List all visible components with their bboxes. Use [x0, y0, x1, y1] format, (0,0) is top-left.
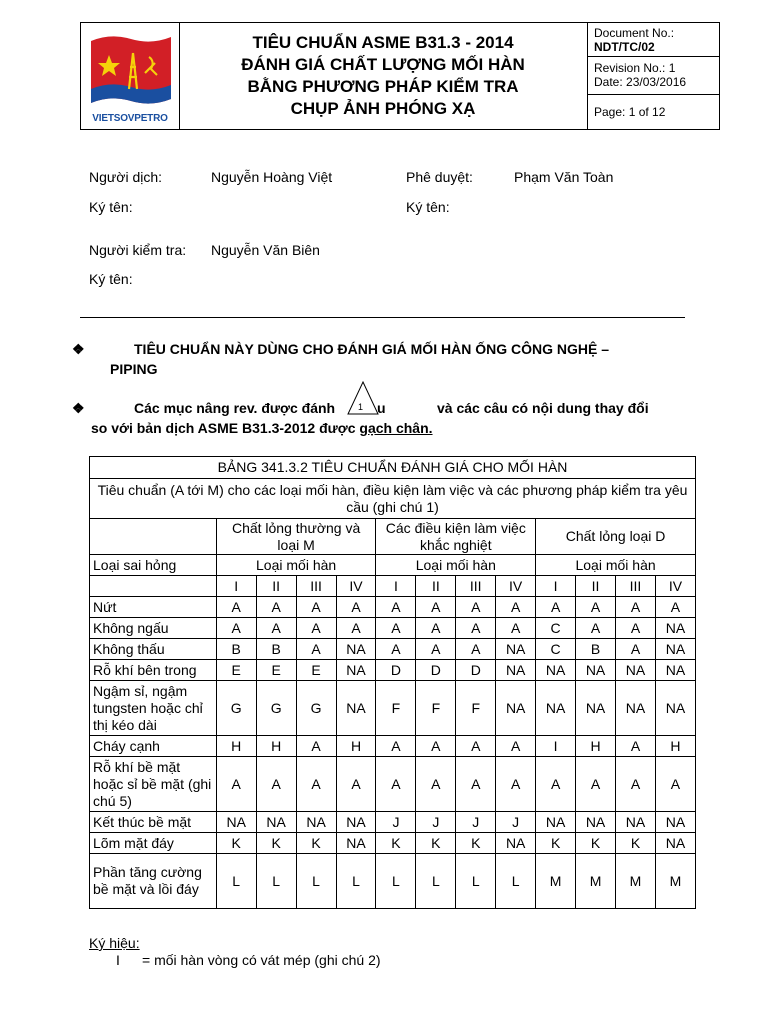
note-2-line-2-underlined: gạch chân.: [359, 420, 433, 436]
approver-sign-label: Ký tên:: [406, 199, 450, 215]
criterion-cell: NA: [336, 681, 376, 736]
empty-header-cell: [90, 519, 217, 555]
criterion-cell: A: [376, 639, 416, 660]
criterion-cell: I: [536, 736, 576, 757]
criterion-cell: A: [576, 757, 616, 812]
criterion-cell: H: [256, 736, 296, 757]
criterion-cell: NA: [496, 681, 536, 736]
title-line-3: BẰNG PHƯƠNG PHÁP KIỂM TRA: [247, 77, 519, 96]
criterion-cell: K: [576, 833, 616, 854]
criterion-cell: NA: [655, 660, 695, 681]
note-2-line-2-plain: so với bản dịch ASME B31.3-2012 được: [91, 420, 360, 436]
criterion-cell: A: [655, 597, 695, 618]
defect-label: Lõm mặt đáy: [90, 833, 217, 854]
criterion-cell: NA: [216, 812, 256, 833]
legend-title: Ký hiệu:: [89, 935, 140, 951]
divider-line: [80, 317, 685, 318]
table-row: [90, 618, 696, 639]
revision-no: Revision No.: 1: [594, 61, 676, 75]
criterion-cell: A: [416, 639, 456, 660]
criterion-cell: A: [416, 597, 456, 618]
document-title: [179, 23, 588, 129]
document-header: [80, 22, 720, 130]
criterion-cell: A: [496, 757, 536, 812]
title-line-4: CHỤP ẢNH PHÓNG XẠ: [290, 99, 476, 118]
criterion-cell: A: [655, 757, 695, 812]
weld-type-cell: IV: [336, 576, 376, 597]
criterion-cell: M: [536, 854, 576, 909]
criterion-cell: G: [296, 681, 336, 736]
group-header-category-d: Chất lỏng loại D: [536, 519, 696, 555]
criterion-cell: C: [536, 639, 576, 660]
criterion-cell: A: [296, 757, 336, 812]
criterion-cell: NA: [655, 618, 695, 639]
criterion-cell: A: [296, 618, 336, 639]
criterion-cell: M: [576, 854, 616, 909]
defect-label: Không thấu: [90, 639, 217, 660]
criterion-cell: B: [216, 639, 256, 660]
criterion-cell: L: [416, 854, 456, 909]
note-1-bullet: ❖: [72, 341, 85, 357]
criterion-cell: A: [256, 618, 296, 639]
criterion-cell: A: [336, 597, 376, 618]
criterion-cell: NA: [336, 660, 376, 681]
criterion-cell: A: [496, 597, 536, 618]
weld-type-cell: II: [416, 576, 456, 597]
criterion-cell: L: [296, 854, 336, 909]
criterion-cell: K: [376, 833, 416, 854]
revision-cell: [587, 57, 719, 95]
doc-no: NDT/TC/02: [594, 40, 655, 54]
criterion-cell: A: [616, 639, 656, 660]
criterion-cell: H: [655, 736, 695, 757]
defect-type-header: Loại sai hỏng: [90, 555, 217, 576]
criterion-cell: NA: [496, 833, 536, 854]
weld-type-cell: I: [536, 576, 576, 597]
criterion-cell: A: [496, 736, 536, 757]
empty-header-cell: [90, 576, 217, 597]
criterion-cell: E: [296, 660, 336, 681]
note-2-part-1: Các mục nâng rev. được đánh: [134, 400, 336, 416]
checker-name: Nguyễn Văn Biên: [211, 242, 320, 258]
criterion-cell: NA: [576, 681, 616, 736]
criterion-cell: H: [336, 736, 376, 757]
criterion-cell: M: [616, 854, 656, 909]
weld-type-cell: III: [616, 576, 656, 597]
criterion-cell: A: [496, 618, 536, 639]
note-1-line-2: PIPING: [110, 361, 158, 377]
criterion-cell: D: [456, 660, 496, 681]
criterion-cell: NA: [536, 660, 576, 681]
table-row: [90, 854, 696, 909]
criterion-cell: A: [536, 597, 576, 618]
table-title: BẢNG 341.3.2 TIÊU CHUẨN ĐÁNH GIÁ CHO MỐI HÀN: [90, 457, 696, 479]
weld-type-cell: IV: [655, 576, 695, 597]
group-header-normal-fluid: Chất lỏng thường và loại M: [216, 519, 376, 555]
criterion-cell: A: [216, 597, 256, 618]
weld-type-cell: II: [576, 576, 616, 597]
criterion-cell: L: [256, 854, 296, 909]
criterion-cell: A: [616, 757, 656, 812]
criterion-cell: J: [456, 812, 496, 833]
translator-label: Người dịch:: [89, 169, 163, 185]
weld-type-cell: III: [296, 576, 336, 597]
logo-cell: [81, 23, 180, 129]
defect-label: Ngậm sỉ, ngậm tungsten hoặc chỉ thị kéo dài: [90, 681, 217, 736]
criterion-cell: A: [256, 757, 296, 812]
criterion-cell: A: [456, 618, 496, 639]
criterion-cell: G: [256, 681, 296, 736]
acceptance-criteria-table: [89, 456, 696, 909]
defect-rows: [90, 597, 696, 909]
weld-type-cell: II: [256, 576, 296, 597]
checker-sign-label: Ký tên:: [89, 271, 133, 287]
document-number-cell: [587, 23, 719, 57]
legend-item-1-text: = mối hàn vòng có vát mép (ghi chú 2): [142, 952, 381, 968]
criterion-cell: A: [576, 597, 616, 618]
criterion-cell: M: [655, 854, 695, 909]
page-cell: [587, 95, 719, 129]
group-header-severe-conditions: Các điều kiện làm việc khắc nghiệt: [376, 519, 536, 555]
criterion-cell: L: [456, 854, 496, 909]
note-1-line-1: TIÊU CHUẨN NÀY DÙNG CHO ĐÁNH GIÁ MỐI HÀN ỐNG CÔNG NGHỆ –: [134, 341, 609, 357]
defect-label: Không ngấu: [90, 618, 217, 639]
criterion-cell: A: [456, 757, 496, 812]
weld-type-cell: I: [376, 576, 416, 597]
criterion-cell: NA: [655, 812, 695, 833]
criterion-cell: J: [416, 812, 456, 833]
criterion-cell: A: [376, 736, 416, 757]
criterion-cell: A: [256, 597, 296, 618]
criterion-cell: A: [336, 757, 376, 812]
criterion-cell: G: [216, 681, 256, 736]
criterion-cell: L: [336, 854, 376, 909]
table-row: [90, 757, 696, 812]
table-row: [90, 681, 696, 736]
criterion-cell: NA: [496, 639, 536, 660]
translator-name: Nguyễn Hoàng Việt: [211, 169, 333, 185]
criterion-cell: A: [456, 639, 496, 660]
criterion-cell: F: [456, 681, 496, 736]
table-row: [90, 597, 696, 618]
table-subtitle: Tiêu chuẩn (A tới M) cho các loại mối hàn, điều kiện làm việc và các phương pháp kiểm tra yêu cầu (ghi chú 1): [90, 479, 696, 519]
criterion-cell: A: [416, 757, 456, 812]
criterion-cell: L: [376, 854, 416, 909]
criterion-cell: J: [376, 812, 416, 833]
criterion-cell: F: [376, 681, 416, 736]
weld-type-cell: I: [216, 576, 256, 597]
translator-sign-label: Ký tên:: [89, 199, 133, 215]
approver-name: Phạm Văn Toàn: [514, 169, 614, 185]
criterion-cell: A: [336, 618, 376, 639]
criterion-cell: F: [416, 681, 456, 736]
criterion-cell: NA: [655, 681, 695, 736]
criterion-cell: NA: [336, 639, 376, 660]
criterion-cell: NA: [655, 833, 695, 854]
criterion-cell: E: [256, 660, 296, 681]
criterion-cell: A: [376, 757, 416, 812]
checker-label: Người kiểm tra:: [89, 242, 187, 258]
criterion-cell: A: [616, 618, 656, 639]
note-2-bullet: ❖: [72, 400, 85, 416]
criterion-cell: L: [216, 854, 256, 909]
vietsovpetro-logo: [81, 27, 179, 117]
criterion-cell: A: [616, 736, 656, 757]
logo-text: VIETSOVPETRO: [92, 113, 168, 124]
defect-label: Kết thúc bề mặt: [90, 812, 217, 833]
criterion-cell: D: [416, 660, 456, 681]
criterion-cell: A: [576, 618, 616, 639]
criterion-cell: NA: [616, 660, 656, 681]
criterion-cell: A: [216, 618, 256, 639]
criterion-cell: NA: [576, 660, 616, 681]
approver-label: Phê duyệt:: [406, 169, 473, 185]
criterion-cell: NA: [576, 812, 616, 833]
defect-label: Phần tăng cường bề mặt và lồi đáy: [90, 854, 217, 909]
criterion-cell: A: [456, 736, 496, 757]
criterion-cell: A: [296, 639, 336, 660]
weld-type-header: Loại mối hàn: [376, 555, 536, 576]
criterion-cell: NA: [655, 639, 695, 660]
table-row: [90, 639, 696, 660]
revision-date: Date: 23/03/2016: [594, 75, 687, 89]
defect-label: Rỗ khí bên trong: [90, 660, 217, 681]
criterion-cell: NA: [336, 833, 376, 854]
criterion-cell: NA: [616, 812, 656, 833]
title-line-1: TIÊU CHUẨN ASME B31.3 - 2014: [252, 33, 514, 52]
defect-label: Cháy cạnh: [90, 736, 217, 757]
weld-type-header: Loại mối hàn: [216, 555, 376, 576]
doc-no-label: Document No.:: [594, 26, 675, 40]
criterion-cell: A: [416, 736, 456, 757]
criterion-cell: A: [536, 757, 576, 812]
criterion-cell: A: [616, 597, 656, 618]
criterion-cell: C: [536, 618, 576, 639]
criterion-cell: K: [536, 833, 576, 854]
criterion-cell: K: [296, 833, 336, 854]
defect-label: Nứt: [90, 597, 217, 618]
note-2-part-3: và các câu có nội dung thay đổi: [437, 400, 649, 416]
criterion-cell: A: [216, 757, 256, 812]
criterion-cell: NA: [496, 660, 536, 681]
criterion-cell: K: [616, 833, 656, 854]
page-number: Page: 1 of 12: [594, 105, 666, 119]
criterion-cell: NA: [536, 812, 576, 833]
criterion-cell: D: [376, 660, 416, 681]
criterion-cell: NA: [536, 681, 576, 736]
criterion-cell: H: [576, 736, 616, 757]
note-2-line-2: [91, 418, 433, 438]
table-row: [90, 736, 696, 757]
criterion-cell: B: [256, 639, 296, 660]
criterion-cell: K: [216, 833, 256, 854]
title-line-2: ĐÁNH GIÁ CHẤT LƯỢNG MỐI HÀN: [241, 55, 525, 74]
weld-type-cell: IV: [496, 576, 536, 597]
defect-label: Rỗ khí bề mặt hoặc sỉ bề mặt (ghi chú 5): [90, 757, 217, 812]
criterion-cell: H: [216, 736, 256, 757]
weld-type-header: Loại mối hàn: [536, 555, 696, 576]
criterion-cell: A: [296, 597, 336, 618]
criterion-cell: B: [576, 639, 616, 660]
criterion-cell: A: [376, 597, 416, 618]
table-row: [90, 833, 696, 854]
criterion-cell: NA: [256, 812, 296, 833]
criterion-cell: L: [496, 854, 536, 909]
note-2-part-2: u: [377, 400, 386, 416]
criterion-cell: A: [376, 618, 416, 639]
criterion-cell: E: [216, 660, 256, 681]
criterion-cell: NA: [296, 812, 336, 833]
legend-item-1-symbol: I: [116, 952, 120, 968]
criterion-cell: A: [416, 618, 456, 639]
table-row: [90, 812, 696, 833]
criterion-cell: J: [496, 812, 536, 833]
table-row: [90, 660, 696, 681]
criterion-cell: A: [456, 597, 496, 618]
criterion-cell: K: [456, 833, 496, 854]
criterion-cell: K: [416, 833, 456, 854]
criterion-cell: NA: [336, 812, 376, 833]
weld-type-cell: III: [456, 576, 496, 597]
criterion-cell: NA: [616, 681, 656, 736]
criterion-cell: K: [256, 833, 296, 854]
criterion-cell: A: [296, 736, 336, 757]
revision-triangle-number: 1: [358, 402, 364, 412]
